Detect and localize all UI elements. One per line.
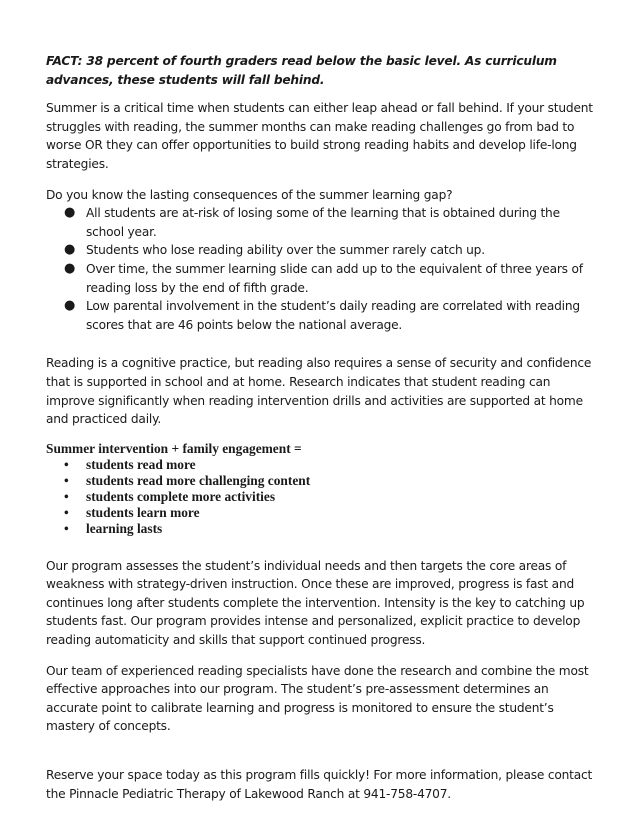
fact-statement: FACT: 38 percent of fourth graders read below the basic level. As curriculum advances, these students will fall behind. — [46, 54, 557, 87]
list-item: ● Over time, the summer learning slide can add up to the equivalent of three years of reading loss by the end of fifth grade. — [64, 260, 583, 295]
document-page — [46, 52, 594, 803]
reserve-paragraph: Reserve your space today as this program fills quickly! For more information, please contact the Pinnacle Pediatric Therapy of Lakewood Ranch at 941-758-4707. — [46, 768, 593, 801]
consequences-question: Do you know the lasting consequences of the summer learning gap? — [46, 187, 453, 202]
bullet-icon: • — [64, 472, 69, 488]
consequences-list — [46, 204, 594, 334]
bullet-icon: ● — [64, 260, 76, 276]
list-item: • students learn more — [64, 504, 200, 520]
equation-heading: Summer intervention + family engagement = — [46, 440, 302, 456]
intervention-equation — [46, 441, 594, 537]
list-item: • students read more challenging content — [64, 472, 311, 488]
intro-paragraph: Summer is a critical time when students can either leap ahead or fall behind. If your student struggles with reading, the summer months can make reading challenges go from bad to worse OR they can offer opportunities to build strong reading habits and develop life-long strategies. — [46, 101, 593, 171]
bullet-icon: ● — [64, 205, 76, 221]
bullet-icon: • — [64, 504, 69, 520]
bullet-icon: ● — [64, 242, 76, 258]
bullet-icon: ● — [64, 298, 76, 314]
outcomes-list — [46, 457, 594, 537]
cognitive-paragraph: Reading is a cognitive practice, but reading also requires a sense of security and confidence that is supported in school and at home. Research indicates that student reading can improve significantly when reading intervention drills and activities are supported at home and practiced daily. — [46, 356, 592, 427]
list-item: ● All students are at-risk of losing some of the learning that is obtained during the school year. — [64, 205, 560, 239]
program-paragraph: Our program assesses the student’s individual needs and then targets the core areas of weakness with strategy-driven instruction. Once these are improved, progress is fast and continues long after students complete the intervention. Intensity is the key to catching up students fast. Our program provides intense and personalized, explicit practice to develop reading automaticity and skills that support continued progress. — [46, 558, 585, 648]
list-item: ● Low parental involvement in the student’s daily reading are correlated with reading scores that are 46 points below the national average. — [64, 298, 580, 332]
bullet-icon: • — [64, 488, 69, 504]
bullet-icon: • — [64, 456, 69, 472]
list-item: • students read more — [64, 456, 196, 472]
list-item: ● Students who lose reading ability over the summer rarely catch up. — [46, 241, 594, 260]
list-item: • students complete more activities — [64, 488, 276, 504]
team-paragraph: Our team of experienced reading specialists have done the research and combine the most effective approaches into our program. The student’s pre-assessment determines an accurate point to calibrate learning and progress is monitored to ensure the student’s mastery of concepts. — [46, 663, 589, 734]
list-item: • learning lasts — [64, 520, 163, 536]
bullet-icon: • — [64, 520, 69, 536]
